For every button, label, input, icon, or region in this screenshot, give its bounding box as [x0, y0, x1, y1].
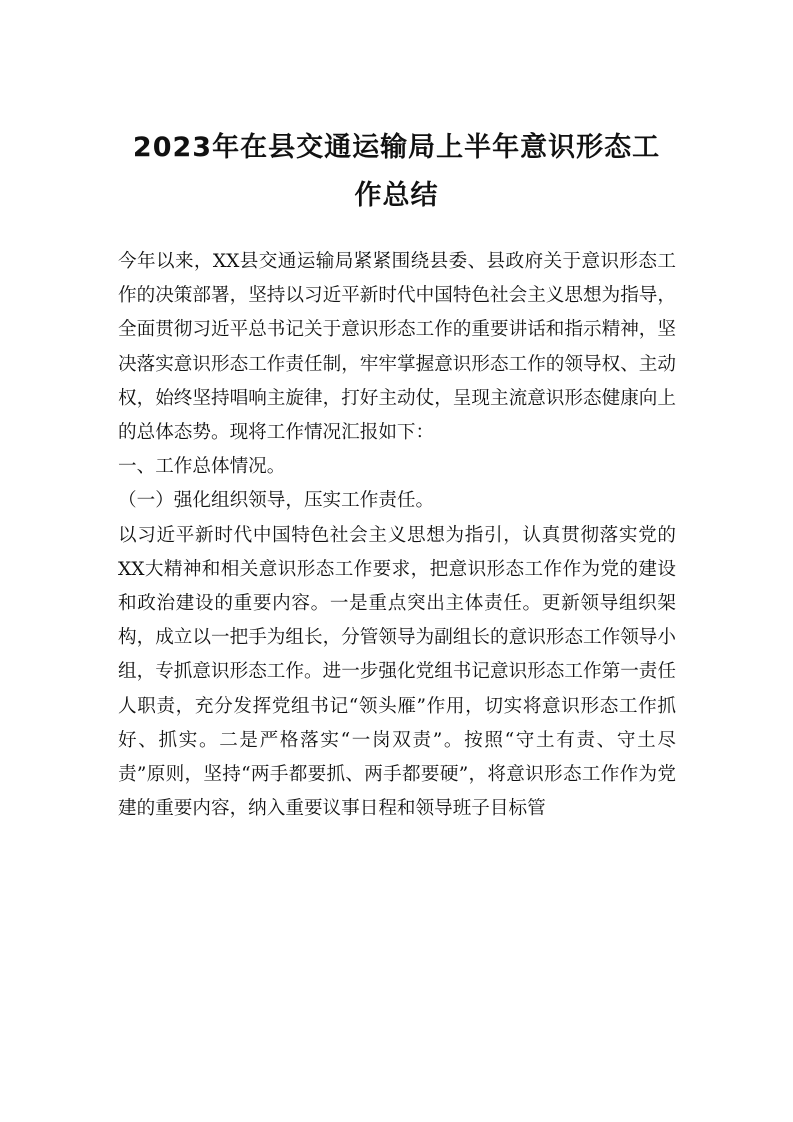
body-paragraph: 以习近平新时代中国特色社会主义思想为指引，认真贯彻落实党的XX大精神和相关意识形态工作要求，把意识形态工作作为党的建设和政治建设的重要内容。一是重点突出主体责任。更新领导组织架构，成立以一把手为组长，分管领导为副组长的意识形态工作领导小组，专抓意识形态工作。进一步强化党组书记意识形态工作第一责任人职责，充分发挥党组书记“领头雁”作用，切实将意识形态工作抓好、抓实。二是严格落实“一岗双责”。按照“守土有责、守土尽责”原则，坚持“两手都要抓、两手都要硬”，将意识形态工作作为党建的重要内容，纳入重要议事日程和领导班子目标管 [118, 524, 676, 820]
subsection-heading: （一）强化组织领导，压实工作责任。 [118, 490, 435, 512]
title-line-2: 作总结 [354, 180, 439, 211]
document-title [100, 124, 693, 220]
section-heading: 一、工作总体情况。 [118, 456, 286, 478]
title-line-1: 2023年在县交通运输局上半年意识形态工 [132, 132, 661, 163]
intro-paragraph: 今年以来，XX县交通运输局紧紧围绕县委、县政府关于意识形态工作的决策部署，坚持以习近平新时代中国特色社会主义思想为指导，全面贯彻习近平总书记关于意识形态工作的重要讲话和指示精神，坚决落实意识形态工作责任制，牢牢掌握意识形态工作的领导权、主动权，始终坚持唱响主旋律，打好主动仗，呈现主流意识形态健康向上的总体态势。现将工作情况汇报如下： [118, 251, 676, 444]
document-body [118, 245, 676, 826]
